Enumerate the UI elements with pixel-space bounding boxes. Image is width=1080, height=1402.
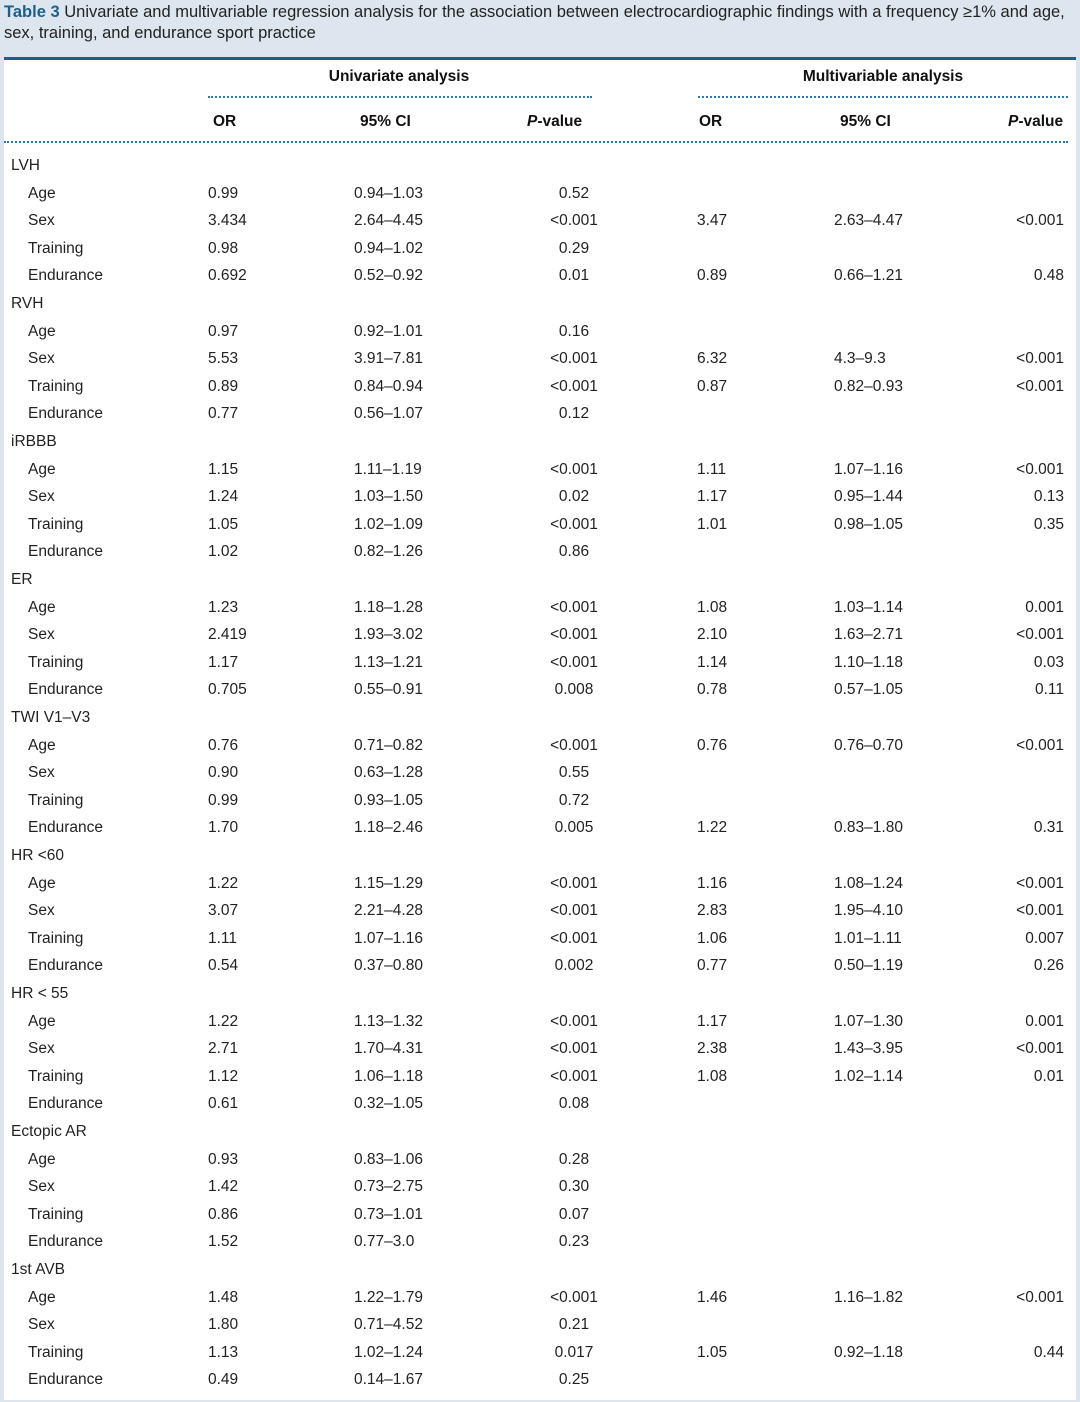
variable-label: Endurance [28,957,103,975]
variable-label: Sex [28,1178,55,1196]
univariate-ci-cell: 1.02–1.24 [354,1343,423,1361]
variable-label: Training [28,1067,84,1085]
univariate-ci-cell: 0.73–2.75 [354,1178,423,1196]
section-row [4,1256,1076,1284]
table-row [4,318,1076,346]
table-row [4,262,1076,290]
table-row [4,787,1076,815]
multivariable-or-cell: 0.76 [697,736,728,754]
univariate-ci-cell: 1.07–1.16 [354,929,423,947]
table-row [4,649,1076,677]
univariate-p-cell: 0.23 [558,1233,590,1251]
univariate-p-cell: <0.001 [550,1288,598,1306]
table-row [4,759,1076,787]
multivariable-ci-cell: 1.63–2.71 [834,626,903,644]
univariate-p-cell: <0.001 [550,350,598,368]
multivariable-or-cell: 1.05 [697,1343,728,1361]
section-row [4,566,1076,594]
univariate-p-cell: 0.25 [558,1371,590,1389]
univariate-ci-cell: 3.91–7.81 [354,350,423,368]
univariate-p-cell: 0.86 [558,543,590,561]
univariate-or-cell: 0.692 [208,267,247,285]
multivariable-or-cell: 1.22 [697,819,728,837]
p-italic: P [1008,113,1019,130]
univariate-or-cell: 0.49 [208,1371,239,1389]
section-label: LVH [11,157,41,174]
univariate-p-cell: <0.001 [550,1067,598,1085]
multivariable-p-cell: <0.001 [1016,902,1064,920]
multivariable-ci-cell: 0.66–1.21 [834,267,903,285]
variable-label: Endurance [28,1095,103,1113]
univariate-ci-cell: 1.93–3.02 [354,626,423,644]
univariate-ci-cell: 0.94–1.03 [354,184,423,202]
univariate-ci-cell: 1.11–1.19 [354,460,422,478]
table-label: Table 3 [4,3,60,21]
univariate-or-cell: 2.71 [208,1040,239,1058]
table-row [4,732,1076,760]
univariate-p-cell: 0.30 [558,1178,590,1196]
table-row [4,235,1076,263]
univariate-ci-cell: 1.02–1.09 [354,515,423,533]
multivariable-or-cell: 0.89 [697,267,728,285]
table-row [4,621,1076,649]
variable-label: Sex [28,488,55,506]
univariate-or-cell: 1.42 [208,1178,239,1196]
univariate-p-cell: 0.21 [558,1316,590,1334]
multivariable-or-cell: 1.14 [697,653,728,671]
variable-label: Endurance [28,1233,103,1251]
univariate-p-cell: <0.001 [550,377,598,395]
univariate-or-cell: 0.86 [208,1205,239,1223]
variable-label: Sex [28,626,55,644]
univariate-divider [208,96,592,98]
multivariable-ci-cell: 0.92–1.18 [834,1343,903,1361]
multivariable-header: Multivariable analysis [802,68,964,85]
table-row [4,594,1076,622]
multivariable-divider [698,96,1068,98]
multivariable-p-cell: 0.44 [1033,1343,1064,1361]
section-label: Ectopic AR [11,1123,87,1140]
variable-label: Age [28,1012,56,1030]
univariate-or-cell: 3.07 [208,902,239,920]
multivariable-ci-cell: 1.07–1.30 [834,1012,903,1030]
multivariable-or-cell: 0.78 [697,681,728,699]
multivariable-ci-cell: 0.82–0.93 [834,377,903,395]
multivariable-ci-cell: 0.95–1.44 [834,488,903,506]
univariate-ci-cell: 1.18–1.28 [354,598,423,616]
univariate-or-cell: 1.52 [208,1233,239,1251]
univariate-p-cell: 0.12 [558,405,590,423]
multivariable-ci-cell: 0.57–1.05 [834,681,903,699]
variable-label: Training [28,653,84,671]
multivariable-ci-cell: 1.10–1.18 [834,653,903,671]
univariate-p-cell: <0.001 [550,736,598,754]
table-caption [4,2,1076,44]
table-row [4,1173,1076,1201]
multivariable-or-cell: 1.08 [697,598,728,616]
section-row [4,980,1076,1008]
table-row [4,1366,1076,1394]
univariate-or-cell: 0.97 [208,322,239,340]
table-row [4,1311,1076,1339]
univariate-or-cell: 1.80 [208,1316,239,1334]
univariate-or-cell: 0.90 [208,764,239,782]
variable-label: Age [28,1288,56,1306]
table-row [4,1035,1076,1063]
variable-label: Training [28,1205,84,1223]
univariate-p-cell: 0.02 [558,488,590,506]
section-label: HR < 55 [11,985,69,1002]
univariate-or-cell: 0.93 [208,1150,239,1168]
univariate-ci-cell: 0.84–0.94 [354,377,423,395]
multivariable-or-cell: 6.32 [697,350,728,368]
variable-label: Sex [28,350,55,368]
univariate-ci-cell: 0.32–1.05 [354,1095,423,1113]
table-row [4,925,1076,953]
univariate-or-cell: 1.15 [208,460,239,478]
variable-label: Age [28,874,56,892]
header-divider [4,141,1068,143]
univariate-or-cell: 1.22 [208,1012,239,1030]
variable-label: Endurance [28,1371,103,1389]
multivariable-ci-cell: 1.43–3.95 [834,1040,903,1058]
multivariable-p-cell: <0.001 [1016,1288,1064,1306]
variable-label: Sex [28,902,55,920]
univariate-or-cell: 0.77 [208,405,239,423]
table-row [4,180,1076,208]
variable-label: Sex [28,1040,55,1058]
univariate-ci-cell: 1.13–1.21 [354,653,423,671]
multivariable-p-cell: 0.001 [1025,598,1064,616]
univariate-ci-cell: 2.64–4.45 [354,212,423,230]
univariate-or-cell: 2.419 [208,626,247,644]
univariate-ci-cell: 0.55–0.91 [354,681,423,699]
univariate-ci-cell: 0.71–0.82 [354,736,423,754]
multivariable-ci-cell: 1.01–1.11 [834,929,902,947]
multivariable-p-cell: 0.007 [1025,929,1064,947]
multivariable-ci-cell: 0.76–0.70 [834,736,903,754]
univariate-p-cell: 0.08 [558,1095,590,1113]
multivariable-p-cell: 0.001 [1025,1012,1064,1030]
multivariable-or-header: OR [699,113,723,130]
univariate-or-cell: 1.17 [208,653,239,671]
table-row [4,345,1076,373]
multivariable-ci-cell: 1.07–1.16 [834,460,903,478]
univariate-ci-cell: 0.92–1.01 [354,322,423,340]
variable-label: Training [28,239,84,257]
variable-label: Age [28,1150,56,1168]
table-row [4,511,1076,539]
univariate-or-cell: 1.24 [208,488,239,506]
univariate-or-cell: 0.705 [208,681,247,699]
univariate-ci-cell: 1.22–1.79 [354,1288,423,1306]
section-row [4,290,1076,318]
univariate-p-cell: 0.017 [554,1343,594,1361]
univariate-or-cell: 0.76 [208,736,239,754]
multivariable-p-cell: 0.26 [1033,957,1064,975]
multivariable-ci-cell: 1.16–1.82 [834,1288,903,1306]
multivariable-ci-header: 95% CI [840,113,891,130]
multivariable-or-cell: 2.83 [697,902,728,920]
univariate-p-cell: 0.002 [554,957,594,975]
univariate-header: Univariate analysis [328,68,470,85]
variable-label: Sex [28,1316,55,1334]
table-row [4,207,1076,235]
section-row [4,704,1076,732]
variable-label: Age [28,184,56,202]
section-row [4,1118,1076,1146]
multivariable-p-cell: 0.35 [1033,515,1064,533]
variable-label: Endurance [28,543,103,561]
univariate-ci-cell: 1.03–1.50 [354,488,423,506]
multivariable-p-cell: <0.001 [1016,212,1064,230]
multivariable-ci-cell: 1.02–1.14 [834,1067,903,1085]
table-row [4,538,1076,566]
multivariable-or-cell: 2.10 [697,626,728,644]
multivariable-ci-cell: 0.98–1.05 [834,515,903,533]
univariate-or-cell: 0.99 [208,791,239,809]
variable-label: Training [28,1343,84,1361]
multivariable-ci-cell: 0.50–1.19 [834,957,903,975]
table-row [4,1008,1076,1036]
univariate-or-cell: 1.70 [208,819,239,837]
univariate-p-cell: <0.001 [550,515,598,533]
multivariable-or-cell: 1.17 [697,488,728,506]
univariate-or-cell: 0.89 [208,377,239,395]
multivariable-or-cell: 1.06 [697,929,728,947]
univariate-p-cell: 0.29 [558,239,590,257]
variable-label: Endurance [28,681,103,699]
variable-label: Age [28,736,56,754]
univariate-ci-cell: 0.77–3.0 [354,1233,415,1251]
multivariable-p-cell: <0.001 [1016,626,1064,644]
multivariable-p-cell: 0.11 [1034,681,1064,699]
univariate-p-cell: 0.52 [558,184,590,202]
variable-label: Training [28,515,84,533]
section-label: ER [11,571,33,588]
univariate-p-cell: <0.001 [550,902,598,920]
variable-label: Age [28,322,56,340]
multivariable-ci-cell: 2.63–4.47 [834,212,903,230]
multivariable-or-cell: 1.11 [697,460,727,478]
variable-label: Endurance [28,267,103,285]
univariate-or-cell: 1.13 [208,1343,239,1361]
table-row [4,1063,1076,1091]
univariate-p-cell: <0.001 [550,653,598,671]
multivariable-or-cell: 2.38 [697,1040,728,1058]
univariate-ci-cell: 0.94–1.02 [354,239,423,257]
section-row [4,428,1076,456]
univariate-p-cell: <0.001 [550,598,598,616]
variable-label: Training [28,377,84,395]
section-label: TWI V1–V3 [11,709,91,726]
table-row [4,1339,1076,1367]
univariate-p-cell: 0.008 [554,681,594,699]
table-row [4,373,1076,401]
univariate-ci-cell: 0.52–0.92 [354,267,423,285]
variable-label: Age [28,460,56,478]
variable-label: Endurance [28,405,103,423]
univariate-ci-cell: 1.18–2.46 [354,819,423,837]
table-row [4,1146,1076,1174]
univariate-ci-cell: 0.82–1.26 [354,543,423,561]
univariate-p-cell: 0.07 [558,1205,590,1223]
multivariable-ci-cell: 1.95–4.10 [834,902,903,920]
table-caption-text: Univariate and multivariable regression analysis for the association between electrocardiographic findings with a frequency ≥1% and age, sex, training, and endurance sport practice [4,3,1065,42]
univariate-p-cell: 0.01 [558,267,590,285]
p-rest: -value [1018,113,1064,130]
univariate-p-cell: <0.001 [550,460,598,478]
multivariable-p-cell: <0.001 [1016,460,1064,478]
section-row [4,842,1076,870]
section-label: HR <60 [11,847,64,864]
multivariable-p-cell: <0.001 [1016,874,1064,892]
table-row [4,1228,1076,1256]
multivariable-p-header [1008,113,1063,131]
univariate-ci-cell: 0.14–1.67 [354,1371,423,1389]
section-label: iRBBB [11,433,57,450]
multivariable-ci-cell: 4.3–9.3 [834,350,886,368]
univariate-ci-cell: 0.71–4.52 [354,1316,423,1334]
multivariable-ci-cell: 1.03–1.14 [834,598,903,616]
univariate-ci-cell: 0.93–1.05 [354,791,423,809]
table-row [4,456,1076,484]
section-label: 1st AVB [11,1261,65,1278]
univariate-p-cell: 0.16 [558,322,590,340]
univariate-p-header [527,113,582,131]
univariate-or-cell: 1.11 [208,929,238,947]
univariate-ci-cell: 0.56–1.07 [354,405,423,423]
univariate-or-cell: 0.61 [208,1095,239,1113]
univariate-or-cell: 1.02 [208,543,239,561]
table-row [4,483,1076,511]
multivariable-p-cell: 0.13 [1033,488,1064,506]
multivariable-ci-cell: 0.83–1.80 [834,819,903,837]
multivariable-p-cell: 0.01 [1033,1067,1064,1085]
univariate-p-cell: 0.28 [558,1150,590,1168]
multivariable-or-cell: 1.17 [697,1012,728,1030]
multivariable-or-cell: 3.47 [697,212,728,230]
univariate-or-cell: 5.53 [208,350,239,368]
multivariable-or-cell: 1.08 [697,1067,728,1085]
univariate-ci-header: 95% CI [360,113,411,130]
table-row [4,897,1076,925]
table-row [4,400,1076,428]
multivariable-p-cell: 0.48 [1033,267,1064,285]
multivariable-or-cell: 0.87 [697,377,728,395]
table-row [4,870,1076,898]
regression-table [4,57,1076,1400]
table-row [4,676,1076,704]
univariate-p-cell: <0.001 [550,1012,598,1030]
univariate-p-cell: <0.001 [550,212,598,230]
table-row [4,814,1076,842]
multivariable-p-cell: 0.03 [1033,653,1064,671]
univariate-p-cell: <0.001 [550,874,598,892]
univariate-ci-cell: 0.37–0.80 [354,957,423,975]
univariate-ci-cell: 0.63–1.28 [354,764,423,782]
multivariable-p-cell: <0.001 [1016,736,1064,754]
multivariable-ci-cell: 1.08–1.24 [834,874,903,892]
univariate-or-cell: 1.22 [208,874,239,892]
univariate-p-cell: <0.001 [550,1040,598,1058]
variable-label: Sex [28,212,55,230]
multivariable-p-cell: <0.001 [1016,377,1064,395]
p-rest: -value [537,113,583,130]
univariate-or-cell: 0.54 [208,957,239,975]
univariate-or-cell: 0.98 [208,239,239,257]
variable-label: Training [28,791,84,809]
univariate-ci-cell: 2.21–4.28 [354,902,423,920]
univariate-or-cell: 1.05 [208,515,239,533]
univariate-p-cell: <0.001 [550,929,598,947]
univariate-ci-cell: 1.70–4.31 [354,1040,423,1058]
univariate-or-header: OR [213,113,237,130]
univariate-or-cell: 1.12 [208,1067,239,1085]
univariate-or-cell: 3.434 [208,212,247,230]
section-row [4,152,1076,180]
univariate-ci-cell: 0.73–1.01 [354,1205,423,1223]
multivariable-p-cell: <0.001 [1016,350,1064,368]
multivariable-or-cell: 1.16 [697,874,728,892]
multivariable-or-cell: 1.46 [697,1288,728,1306]
univariate-p-cell: <0.001 [550,626,598,644]
variable-label: Age [28,598,56,616]
univariate-ci-cell: 0.83–1.06 [354,1150,423,1168]
variable-label: Training [28,929,84,947]
multivariable-or-cell: 0.77 [697,957,728,975]
univariate-p-cell: 0.005 [554,819,594,837]
univariate-ci-cell: 1.06–1.18 [354,1067,423,1085]
univariate-or-cell: 1.23 [208,598,239,616]
univariate-p-cell: 0.72 [558,791,590,809]
univariate-p-cell: 0.55 [558,764,590,782]
table-row [4,1201,1076,1229]
p-italic: P [527,113,538,130]
univariate-ci-cell: 1.15–1.29 [354,874,423,892]
multivariable-p-cell: <0.001 [1016,1040,1064,1058]
table-row [4,1090,1076,1118]
multivariable-p-cell: 0.31 [1033,819,1064,837]
univariate-or-cell: 1.48 [208,1288,239,1306]
univariate-or-cell: 0.99 [208,184,239,202]
table-row [4,1284,1076,1312]
multivariable-or-cell: 1.01 [697,515,728,533]
variable-label: Endurance [28,819,103,837]
univariate-ci-cell: 1.13–1.32 [354,1012,423,1030]
table-row [4,952,1076,980]
section-label: RVH [11,295,44,312]
variable-label: Sex [28,764,55,782]
